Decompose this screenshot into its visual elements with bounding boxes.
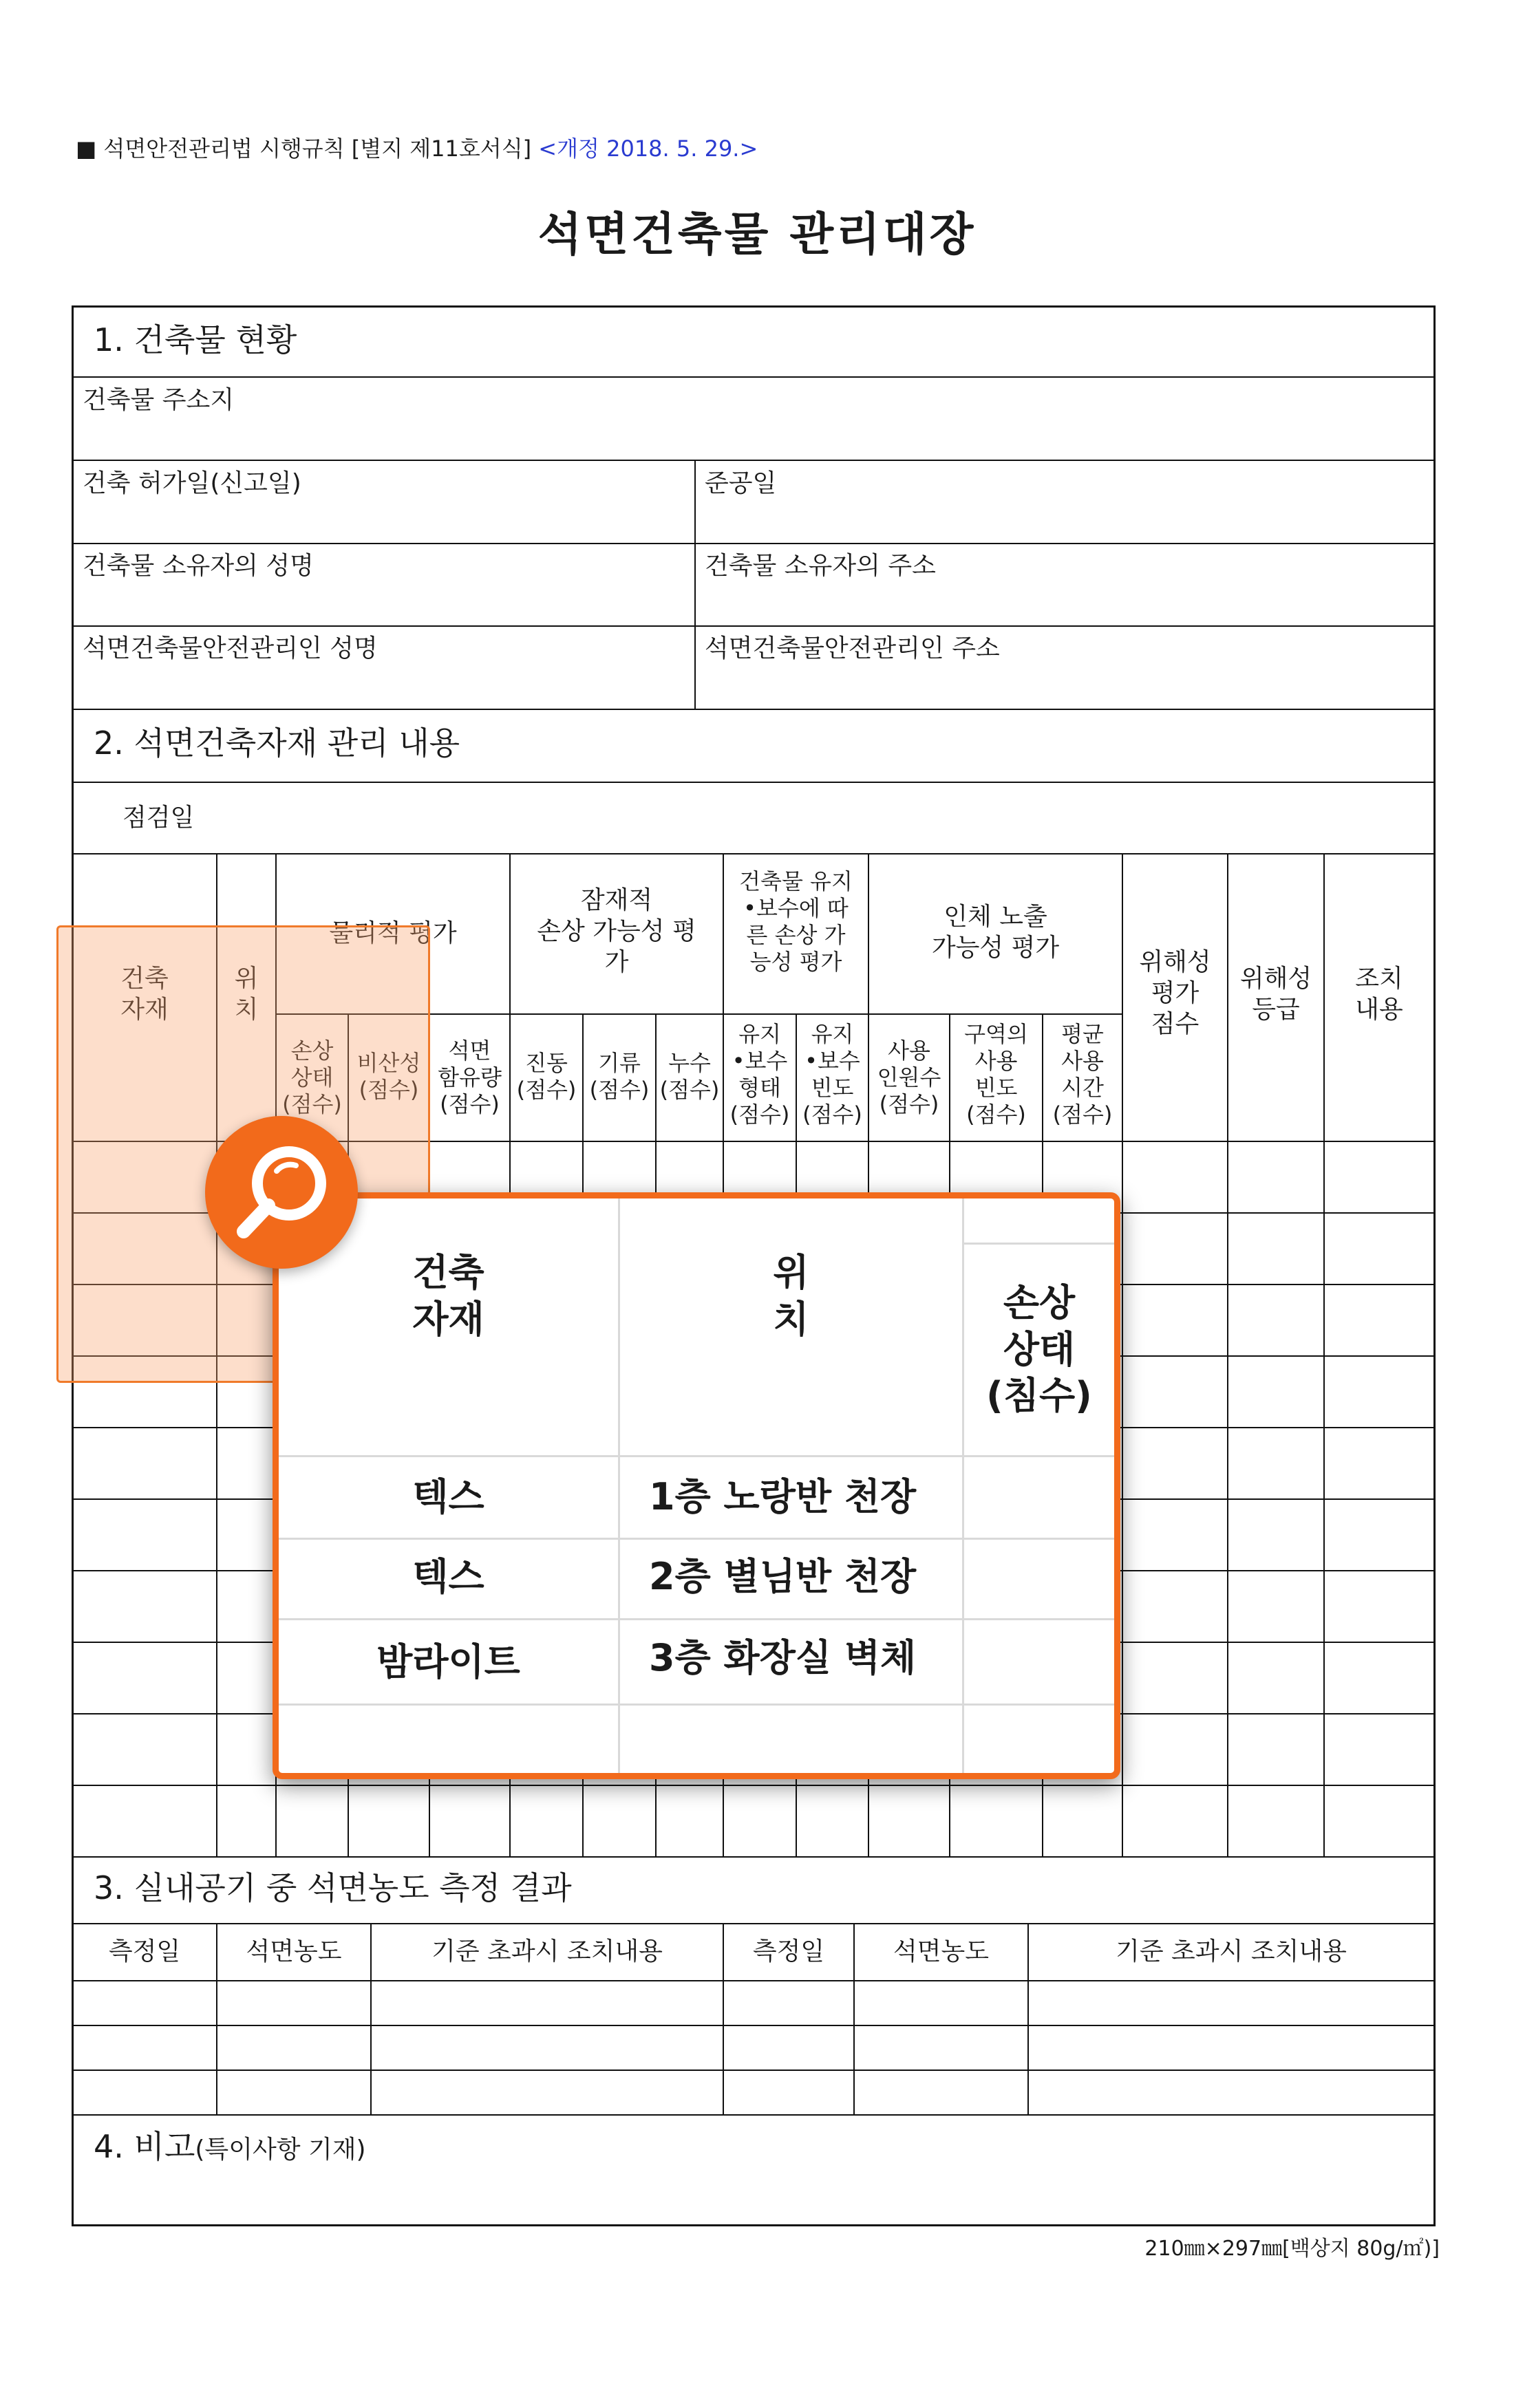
sub-vibration: 진동 (점수) [516,1050,577,1104]
col-hazard-score: 위해성 평가 점수 [1139,948,1211,1038]
manager-address-label: 석면건축물안전관리인 주소 [705,634,1000,663]
s3-col-date-2: 측정일 [752,1937,825,1966]
sub-user-count: 사용 인원수 (점수) [877,1038,941,1118]
sub-leak: 누수 (점수) [659,1050,720,1104]
group-physical: 물리적 평가 [329,919,457,947]
s3-col-concentration-2: 석면농도 [893,1937,990,1966]
zoom-row-2-material: 텍스 [412,1555,484,1598]
s3-col-action: 기준 초과시 조치내용 [431,1937,663,1966]
owner-name-label: 건축물 소유자의 성명 [83,552,314,580]
s3-col-action-2: 기준 초과시 조치내용 [1116,1937,1347,1966]
section4-heading [94,2127,366,2167]
section1-heading: 1. 건축물 현황 [94,321,297,358]
owner-address-label: 건축물 소유자의 주소 [705,552,936,580]
zoom-col-material: 건축 자재 [412,1251,484,1341]
address-label: 건축물 주소지 [83,386,235,414]
zoom-row-3-material: 밤라이트 [376,1640,520,1684]
sub-maintenance-freq: 유지 •보수 빈도 (점수) [802,1021,862,1128]
permit-date-label: 건축 허가일(신고일) [83,469,301,497]
col-hazard-grade: 위해성 등급 [1239,965,1312,1024]
zoom-col-location: 위 치 [773,1251,809,1341]
sub-maintenance-type: 유지 •보수 형태 (점수) [729,1021,790,1128]
s3-col-concentration: 석면농도 [246,1937,342,1966]
sub-airflow: 기류 (점수) [589,1050,650,1104]
section4-note: (특이사항 기재) [195,2136,366,2164]
section4-title: 4. 비고 [94,2128,195,2165]
paper-spec: 210㎜×297㎜[백상지 80g/㎡)] [1144,2237,1440,2261]
col-action: 조치 내용 [1355,965,1403,1024]
completion-date-label: 준공일 [705,469,777,497]
zoom-col-damage: 손상 상태 (침수) [986,1281,1092,1417]
zoom-row-1-location: 1층 노랑반 천장 [649,1475,917,1518]
magnifier-icon [205,1116,358,1269]
revision-date: <개정 2018. 5. 29.> [538,136,758,162]
zoom-row-3-location: 3층 화장실 벽체 [649,1636,917,1679]
form-reference [76,135,758,162]
section3-heading: 3. 실내공기 중 석면농도 측정 결과 [94,1869,572,1906]
zoom-panel [273,1192,1120,1779]
group-maintenance-damage: 건축물 유지 •보수에 따 른 손상 가 능성 평가 [739,868,853,976]
zoom-row-2-location: 2층 별님반 천장 [649,1555,917,1598]
page-title: 석면건축물 관리대장 [537,208,977,261]
sub-scatter: 비산성 (점수) [356,1050,421,1104]
zoom-row-1-material: 텍스 [412,1475,484,1518]
group-exposure: 인체 노출 가능성 평가 [931,903,1060,962]
sub-asbestos-content: 석면 함유량 (점수) [438,1038,502,1118]
sub-area-frequency: 구역의 사용 빈도 (점수) [964,1021,1028,1128]
s3-col-date: 측정일 [108,1937,181,1966]
group-potential-damage: 잠재적 손상 가능성 평 가 [537,886,696,976]
inspection-date-label: 점검일 [122,804,195,832]
col-location: 위 치 [234,965,259,1024]
law-reference: ■ 석면안전관리법 시행규칙 [별지 제11호서식] [76,136,532,162]
col-material: 건축 자재 [120,965,169,1024]
section2-heading: 2. 석면건축자재 관리 내용 [94,724,460,762]
sub-average-time: 평균 사용 시간 (점수) [1052,1021,1113,1128]
sub-damage-state: 손상 상태 (점수) [282,1038,342,1118]
magnifier-badge [205,1116,358,1269]
manager-name-label: 석면건축물안전관리인 성명 [83,634,378,663]
